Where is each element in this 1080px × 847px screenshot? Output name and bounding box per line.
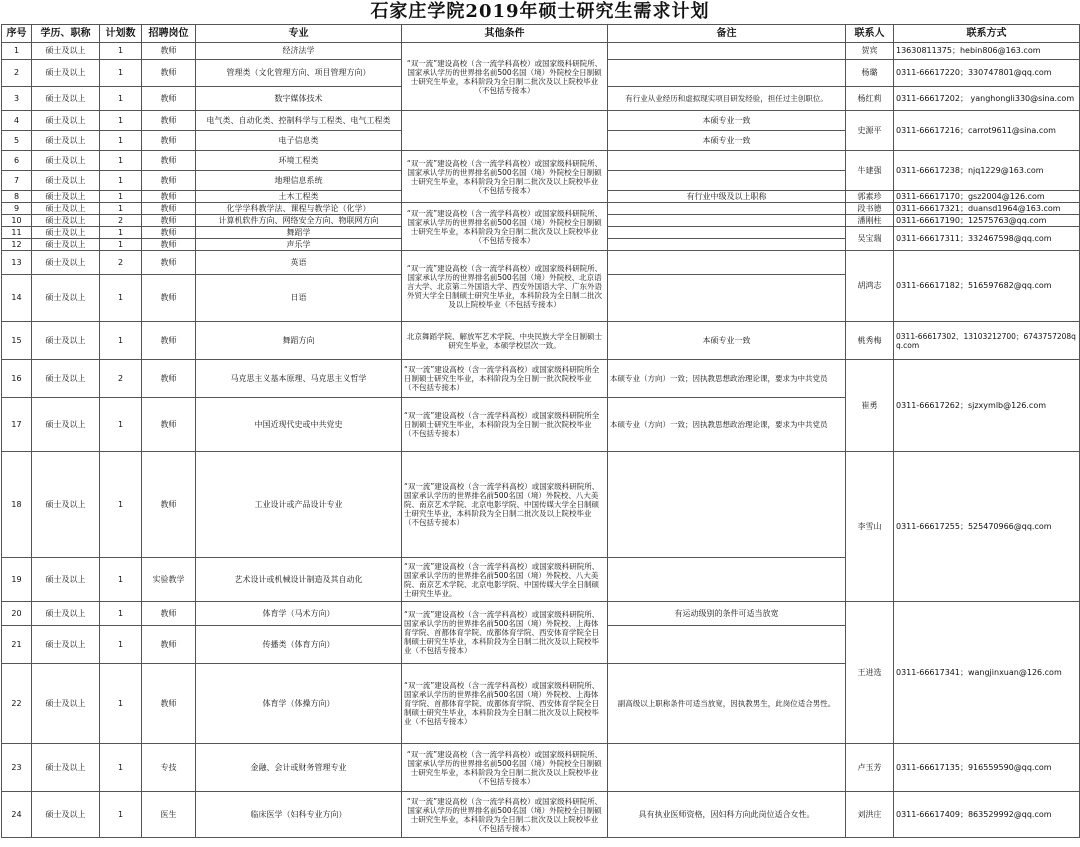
cell-no: 12	[2, 239, 32, 251]
cell-major: 艺术设计或机械设计制造及其自动化	[196, 558, 402, 602]
cell-education: 硕士及以上	[32, 602, 100, 626]
cell-major: 声乐学	[196, 239, 402, 251]
cell-no: 18	[2, 452, 32, 558]
cell-remarks	[608, 227, 846, 239]
cell-remarks	[608, 452, 846, 558]
cell-no: 1	[2, 43, 32, 60]
cell-contact: 王进选	[846, 602, 894, 744]
cell-quota: 1	[100, 452, 142, 558]
cell-quota: 1	[100, 275, 142, 322]
cell-education: 硕士及以上	[32, 239, 100, 251]
cell-education: 硕士及以上	[32, 227, 100, 239]
cell-no: 11	[2, 227, 32, 239]
cell-position: 教师	[142, 602, 196, 626]
cell-phone: 0311-66617302、13103212700；6743757208qq.com	[894, 322, 1080, 360]
cell-quota: 1	[100, 203, 142, 215]
cell-quota: 1	[100, 60, 142, 87]
cell-position: 教师	[142, 131, 196, 151]
cell-position: 教师	[142, 227, 196, 239]
header-quota: 计划数	[100, 25, 142, 43]
cell-remarks	[608, 151, 846, 171]
cell-quota: 1	[100, 602, 142, 626]
cell-position: 教师	[142, 452, 196, 558]
cell-position: 实验教学	[142, 558, 196, 602]
cell-position: 医生	[142, 792, 196, 838]
cell-quota: 1	[100, 227, 142, 239]
cell-education: 硕士及以上	[32, 151, 100, 171]
cell-contact: 李雪山	[846, 452, 894, 602]
cell-education: 硕士及以上	[32, 360, 100, 398]
cell-quota: 1	[100, 664, 142, 744]
cell-position: 教师	[142, 60, 196, 87]
cell-contact: 桃秀梅	[846, 322, 894, 360]
cell-remarks	[608, 43, 846, 60]
cell-education: 硕士及以上	[32, 398, 100, 452]
cell-no: 3	[2, 87, 32, 111]
table-row	[2, 111, 1080, 131]
cell-contact: 吴宝瑞	[846, 227, 894, 251]
cell-contact: 杨红莉	[846, 87, 894, 111]
cell-quota: 2	[100, 215, 142, 227]
cell-position: 教师	[142, 191, 196, 203]
table-row	[2, 43, 1080, 60]
cell-no: 16	[2, 360, 32, 398]
cell-remarks: 本硕专业一致	[608, 111, 846, 131]
header-no: 序号	[2, 25, 32, 43]
cell-phone: 0311-66617409；863529992@qq.com	[894, 792, 1080, 838]
cell-no: 19	[2, 558, 32, 602]
cell-phone: 13630811375；hebin806@163.com	[894, 43, 1080, 60]
cell-major: 地理信息系统	[196, 171, 402, 191]
header-education: 学历、职称	[32, 25, 100, 43]
cell-conditions	[402, 111, 608, 151]
cell-quota: 1	[100, 111, 142, 131]
cell-conditions: “双一流”建设高校（含一流学科高校）或国家级科研院所、国家承认学历的世界排名前500名国（境）外院校、上海体育学院、首都体育学院、成都体育学院、西安体育学院全日制硕士研究生毕业，本科阶段为全日制二批次及以上院校毕业（不包括专接本）	[402, 664, 608, 744]
cell-no: 14	[2, 275, 32, 322]
cell-phone: 0311-66617311；332467598@qq.com	[894, 227, 1080, 251]
cell-quota: 1	[100, 87, 142, 111]
cell-quota: 1	[100, 239, 142, 251]
cell-no: 21	[2, 626, 32, 664]
cell-major: 数字媒体技术	[196, 87, 402, 111]
cell-phone: 0311-66617238；njq1229@163.com	[894, 151, 1080, 191]
cell-major: 工业设计或产品设计专业	[196, 452, 402, 558]
cell-education: 硕士及以上	[32, 60, 100, 87]
cell-conditions: “双一流”建设高校（含一流学科高校）或国家级科研院所、国家承认学历的世界排名前500名国（境）外院校全日制硕士研究生毕业，本科阶段为全日制二批次及以上院校毕业（不包括专接本）	[402, 151, 608, 203]
cell-contact: 卢玉芳	[846, 744, 894, 792]
cell-quota: 1	[100, 398, 142, 452]
cell-education: 硕士及以上	[32, 744, 100, 792]
cell-major: 中国近现代史或中共党史	[196, 398, 402, 452]
table-row	[2, 322, 1080, 360]
cell-remarks	[608, 203, 846, 215]
cell-no: 5	[2, 131, 32, 151]
cell-major: 化学学科教学法、课程与教学论（化学）	[196, 203, 402, 215]
recruitment-table	[1, 24, 1080, 838]
cell-position: 教师	[142, 87, 196, 111]
cell-education: 硕士及以上	[32, 171, 100, 191]
cell-phone: 0311-66617135；916559590@qq.com	[894, 744, 1080, 792]
cell-quota: 2	[100, 360, 142, 398]
header-phone: 联系方式	[894, 25, 1080, 43]
cell-remarks	[608, 171, 846, 191]
cell-education: 硕士及以上	[32, 43, 100, 60]
cell-no: 2	[2, 60, 32, 87]
cell-education: 硕士及以上	[32, 215, 100, 227]
cell-education: 硕士及以上	[32, 452, 100, 558]
table-row	[2, 251, 1080, 275]
cell-remarks: 本硕专业（方向）一致；因执教思想政治理论课，要求为中共党员	[608, 398, 846, 452]
cell-quota: 1	[100, 43, 142, 60]
cell-remarks	[608, 60, 846, 87]
cell-phone: 0311-66617190；12575763@qq.com	[894, 215, 1080, 227]
cell-conditions: “双一流”建设高校（含一流学科高校）或国家级科研院所、国家承认学历的世界排名前500名国（境）外院校全日制硕士研究生毕业，本科阶段为全日制二批次及以上院校毕业（不包括专接本）	[402, 792, 608, 838]
cell-position: 专技	[142, 744, 196, 792]
cell-position: 教师	[142, 275, 196, 322]
cell-conditions: “双一流”建设高校（含一流学科高校）或国家级科研院所、国家承认学历的世界排名前500名国（境）外院校、上海体育学院、首都体育学院、成都体育学院、西安体育学院全日制硕士研究生毕业，本科阶段为全日制二批次及以上院校毕业（不包括专接本）	[402, 602, 608, 664]
page-title: 石家庄学院2019年硕士研究生需求计划	[370, 1, 710, 22]
header-remarks: 备注	[608, 25, 846, 43]
cell-no: 6	[2, 151, 32, 171]
cell-education: 硕士及以上	[32, 626, 100, 664]
cell-contact: 史源平	[846, 111, 894, 151]
cell-education: 硕士及以上	[32, 131, 100, 151]
cell-quota: 1	[100, 792, 142, 838]
cell-contact: 崔勇	[846, 360, 894, 452]
cell-position: 教师	[142, 626, 196, 664]
cell-phone: 0311-66617216；carrot9611@sina.com	[894, 111, 1080, 151]
cell-education: 硕士及以上	[32, 792, 100, 838]
cell-contact: 胡鸿志	[846, 251, 894, 322]
cell-remarks: 具有执业医师资格，因妇科方向此岗位适合女性。	[608, 792, 846, 838]
cell-major: 环境工程类	[196, 151, 402, 171]
cell-remarks: 有运动级别的条件可适当放宽	[608, 602, 846, 626]
cell-no: 15	[2, 322, 32, 360]
cell-conditions: “双一流”建设高校（含一流学科高校）或国家级科研院所全日制硕士研究生毕业，本科阶段为全日制一批次院校毕业（不包括专接本）	[402, 398, 608, 452]
cell-quota: 1	[100, 151, 142, 171]
table-row	[2, 151, 1080, 171]
cell-major: 英语	[196, 251, 402, 275]
table-row	[2, 744, 1080, 792]
cell-major: 临床医学（妇科专业方向）	[196, 792, 402, 838]
cell-remarks	[608, 744, 846, 792]
cell-education: 硕士及以上	[32, 111, 100, 131]
cell-no: 10	[2, 215, 32, 227]
cell-position: 教师	[142, 215, 196, 227]
cell-remarks	[608, 275, 846, 322]
cell-quota: 2	[100, 251, 142, 275]
cell-major: 传播类（体育方向）	[196, 626, 402, 664]
cell-major: 日语	[196, 275, 402, 322]
cell-education: 硕士及以上	[32, 191, 100, 203]
cell-major: 管理类（文化管理方向、项目管理方向）	[196, 60, 402, 87]
cell-major: 马克思主义基本原理、马克思主义哲学	[196, 360, 402, 398]
cell-conditions: “双一流”建设高校（含一流学科高校）或国家级科研院所、国家承认学历的世界排名前500名国（境）外院校、北京语言大学、北京第二外国语大学、西安外国语大学、广东外语外贸大学全日制硕士研究生毕业，本科阶段为全日制二批次及以上院校毕业（不包括专接本）	[402, 251, 608, 322]
cell-phone: 0311-66617341；wangjinxuan@126.com	[894, 602, 1080, 744]
header-position: 招聘岗位	[142, 25, 196, 43]
cell-position: 教师	[142, 251, 196, 275]
cell-conditions: “双一流”建设高校（含一流学科高校）或国家级科研院所、国家承认学历的世界排名前500名国（境）外院校全日制硕士研究生毕业，本科阶段为全日制二批次及以上院校毕业（不包括专接本）	[402, 43, 608, 111]
cell-major: 经济法学	[196, 43, 402, 60]
cell-position: 教师	[142, 398, 196, 452]
cell-no: 7	[2, 171, 32, 191]
cell-position: 教师	[142, 171, 196, 191]
cell-no: 20	[2, 602, 32, 626]
cell-no: 22	[2, 664, 32, 744]
cell-remarks: 本硕专业一致	[608, 322, 846, 360]
cell-position: 教师	[142, 43, 196, 60]
cell-education: 硕士及以上	[32, 558, 100, 602]
cell-remarks: 本硕专业（方向）一致；因执教思想政治理论课，要求为中共党员	[608, 360, 846, 398]
cell-major: 体育学（体操方向）	[196, 664, 402, 744]
cell-contact: 杨璐	[846, 60, 894, 87]
cell-remarks	[608, 215, 846, 227]
cell-conditions: “双一流”建设高校（含一流学科高校）或国家级科研院所、国家承认学历的世界排名前500名国（境）外院校、八大美院、南京艺术学院、北京电影学院、中国传媒大学全日制硕士研究生毕业，本科阶段为全日制二批次及以上院校毕业（不包括专接本）	[402, 452, 608, 558]
cell-no: 4	[2, 111, 32, 131]
cell-no: 8	[2, 191, 32, 203]
cell-phone: 0311-66617182；516597682@qq.com	[894, 251, 1080, 322]
cell-no: 23	[2, 744, 32, 792]
cell-education: 硕士及以上	[32, 322, 100, 360]
cell-remarks: 有行业从业经历和虚拟现实项目研发经验，担任过主创职位。	[608, 87, 846, 111]
cell-major: 土木工程类	[196, 191, 402, 203]
cell-no: 9	[2, 203, 32, 215]
cell-quota: 1	[100, 744, 142, 792]
cell-quota: 1	[100, 626, 142, 664]
table-row	[2, 792, 1080, 838]
cell-contact: 贺宾	[846, 43, 894, 60]
cell-remarks: 副高级以上职称条件可适当放宽，因执教男生，此岗位适合男性。	[608, 664, 846, 744]
cell-conditions: “双一流”建设高校（含一流学科高校）或国家级科研院所全日制硕士研究生毕业，本科阶段为全日制一批次院校毕业（不包括专接本）	[402, 360, 608, 398]
table-row	[2, 452, 1080, 558]
cell-quota: 1	[100, 558, 142, 602]
cell-phone: 0311-66617262；sjzxymlb@126.com	[894, 360, 1080, 452]
cell-major: 电子信息类	[196, 131, 402, 151]
cell-major: 金融、会计或财务管理专业	[196, 744, 402, 792]
cell-phone: 0311-66617170；gsz2004@126.com	[894, 191, 1080, 203]
cell-quota: 1	[100, 131, 142, 151]
cell-remarks	[608, 558, 846, 602]
cell-major: 舞蹈方向	[196, 322, 402, 360]
cell-position: 教师	[142, 360, 196, 398]
cell-major: 舞蹈学	[196, 227, 402, 239]
cell-quota: 1	[100, 322, 142, 360]
cell-phone: 0311-66617255；525470966@qq.com	[894, 452, 1080, 602]
cell-education: 硕士及以上	[32, 275, 100, 322]
cell-position: 教师	[142, 203, 196, 215]
cell-quota: 1	[100, 171, 142, 191]
cell-no: 17	[2, 398, 32, 452]
cell-remarks	[608, 239, 846, 251]
table-row	[2, 360, 1080, 398]
cell-education: 硕士及以上	[32, 251, 100, 275]
header-conditions: 其他条件	[402, 25, 608, 43]
cell-contact: 段书德	[846, 203, 894, 215]
cell-position: 教师	[142, 239, 196, 251]
cell-conditions: “双一流”建设高校（含一流学科高校）或国家级科研院所、国家承认学历的世界排名前500名国（境）外院校全日制硕士研究生毕业，本科阶段为全日制二批次及以上院校毕业（不包括专接本）	[402, 203, 608, 251]
cell-phone: 0311-66617202； yanghongli330@sina.com	[894, 87, 1080, 111]
cell-phone: 0311-66617220；330747801@qq.com	[894, 60, 1080, 87]
table-row	[2, 602, 1080, 626]
cell-education: 硕士及以上	[32, 87, 100, 111]
cell-phone: 0311-66617321；duansd1964@163.com	[894, 203, 1080, 215]
cell-remarks	[608, 251, 846, 275]
cell-position: 教师	[142, 151, 196, 171]
cell-remarks	[608, 626, 846, 664]
cell-contact: 刘洪庄	[846, 792, 894, 838]
cell-position: 教师	[142, 322, 196, 360]
cell-position: 教师	[142, 664, 196, 744]
table-row	[2, 203, 1080, 215]
cell-conditions: “双一流”建设高校（含一流学科高校）或国家级科研院所、国家承认学历的世界排名前500名国（境）外院校全日制硕士研究生毕业，本科阶段为全日制二批次及以上院校毕业（不包括专接本）	[402, 744, 608, 792]
cell-quota: 1	[100, 191, 142, 203]
cell-contact: 潘刚柱	[846, 215, 894, 227]
cell-major: 体育学（马术方向）	[196, 602, 402, 626]
header-major: 专业	[196, 25, 402, 43]
header-contact: 联系人	[846, 25, 894, 43]
cell-conditions: 北京舞蹈学院、解放军艺术学院、中央民族大学全日制硕士研究生毕业，本硕学校层次一致。	[402, 322, 608, 360]
cell-education: 硕士及以上	[32, 664, 100, 744]
cell-position: 教师	[142, 111, 196, 131]
cell-no: 13	[2, 251, 32, 275]
cell-remarks: 本硕专业一致	[608, 131, 846, 151]
cell-no: 24	[2, 792, 32, 838]
cell-major: 电气类、自动化类、控制科学与工程类、电气工程类	[196, 111, 402, 131]
cell-conditions: “双一流”建设高校（含一流学科高校）或国家级科研院所、国家承认学历的世界排名前500名国（境）外院校、八大美院、南京艺术学院、北京电影学院、中国传媒大学全日制硕士研究生毕业。	[402, 558, 608, 602]
header-row	[2, 25, 1080, 43]
cell-contact: 牛建强	[846, 151, 894, 191]
cell-education: 硕士及以上	[32, 203, 100, 215]
cell-remarks: 有行业中级及以上职称	[608, 191, 846, 203]
cell-contact: 郭素珍	[846, 191, 894, 203]
cell-major: 计算机软件方向、网络安全方向、物联网方向	[196, 215, 402, 227]
